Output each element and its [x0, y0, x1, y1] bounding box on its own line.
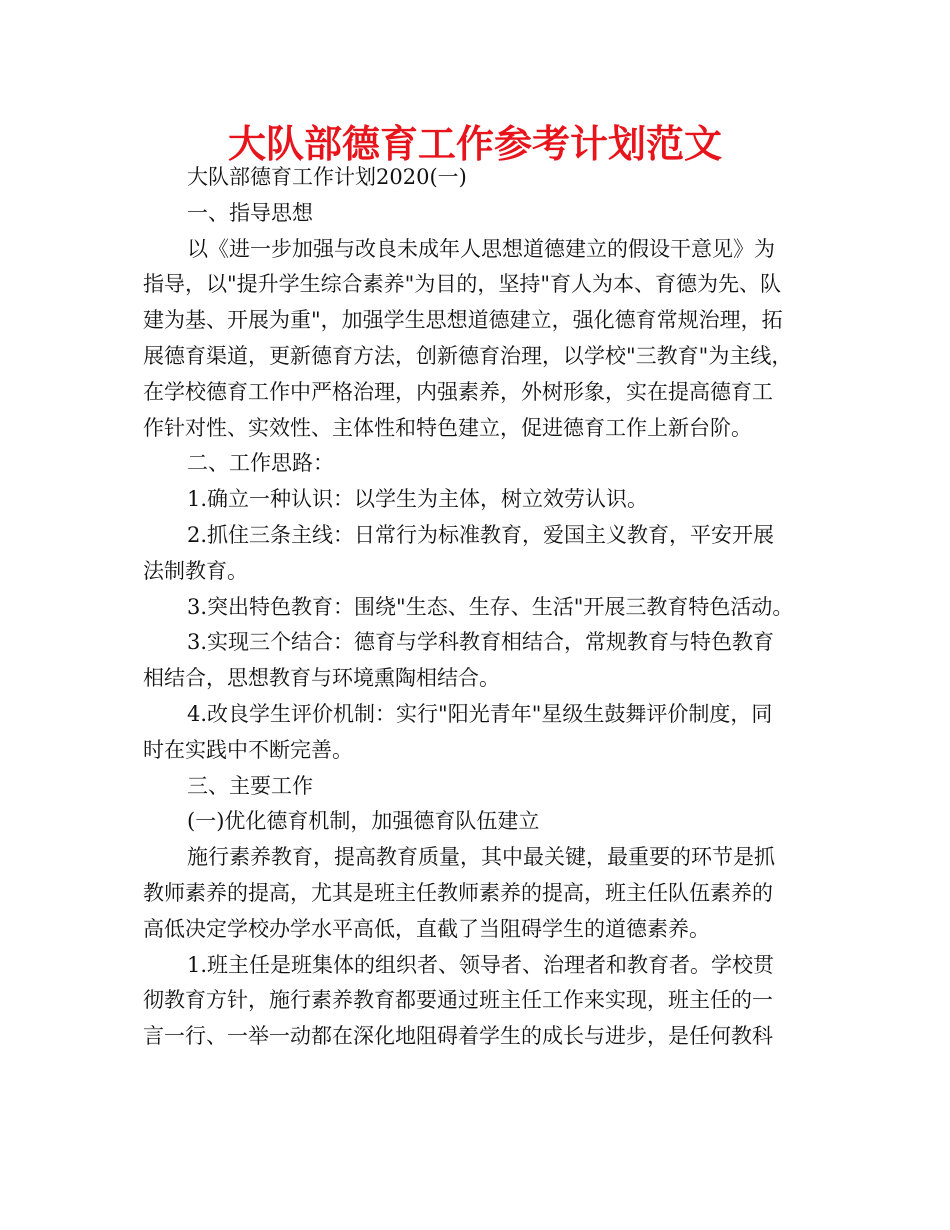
paragraph-line: 3.实现三个结合：德育与学科教育相结合，常规教育与特色教育 [187, 630, 775, 655]
paragraph-line: 展德育渠道，更新德育方法，创新德育治理，以学校"三教育"为主线， [143, 343, 793, 368]
paragraph-line: 大队部德育工作计划2020(一) [187, 165, 467, 189]
paragraph-line: 在学校德育工作中严格治理，内强素养，外树形象，实在提高德育工 [143, 379, 773, 404]
paragraph-line: 作针对性、实效性、主体性和特色建立，促进德育工作上新台阶。 [143, 415, 752, 440]
paragraph-line: 4.改良学生评价机制：实行"阳光青年"星级生鼓舞评价制度，同 [187, 701, 773, 726]
paragraph-line: 3.突出特色教育：围绕"生态、生存、生活"开展三教育特色活动。 [187, 594, 794, 619]
paragraph-line: 法制教育。 [143, 558, 248, 583]
paragraph-line: 高低决定学校办学水平高低，直截了当阻碍学生的道德素养。 [143, 916, 710, 941]
paragraph-line: 相结合，思想教育与环境熏陶相结合。 [143, 666, 500, 691]
paragraph-line: 1.确立一种认识：以学生为主体，树立效劳认识。 [187, 487, 649, 512]
paragraph-line: 言一行、一举一动都在深化地阻碍着学生的成长与进步，是任何教科 [143, 1024, 773, 1049]
paragraph-line: 2.抓住三条主线：日常行为标准教育，爱国主义教育，平安开展 [187, 522, 775, 547]
document-body [143, 160, 813, 1055]
paragraph-line: 一、指导思想 [187, 200, 313, 225]
paragraph-line: 建为基、开展为重"，加强学生思想道德建立，强化德育常规治理，拓 [143, 308, 783, 333]
paragraph-line: 指导，以"提升学生综合素养"为目的，坚持"育人为本、育德为先、队 [143, 272, 781, 297]
paragraph-line: 施行素养教育，提高教育质量，其中最关键，最重要的环节是抓 [187, 845, 775, 870]
document-title: 大队部德育工作参考计划范文 [227, 122, 722, 166]
paragraph-line: 1.班主任是班集体的组织者、领导者、治理者和教育者。学校贯 [187, 952, 775, 977]
paragraph-line: 时在实践中不断完善。 [143, 737, 353, 762]
paragraph-line: 彻教育方针，施行素养教育都要通过班主任工作来实现，班主任的一 [143, 988, 773, 1013]
paragraph-line: 三、主要工作 [187, 773, 313, 798]
paragraph-line: 教师素养的提高，尤其是班主任教师素养的提高，班主任队伍素养的 [143, 880, 773, 905]
paragraph-line: 二、工作思路： [187, 451, 334, 476]
paragraph-line: (一)优化德育机制，加强德育队伍建立 [187, 809, 540, 834]
paragraph-line: 以《进一步加强与改良未成年人思想道德建立的假设干意见》为 [187, 236, 775, 261]
